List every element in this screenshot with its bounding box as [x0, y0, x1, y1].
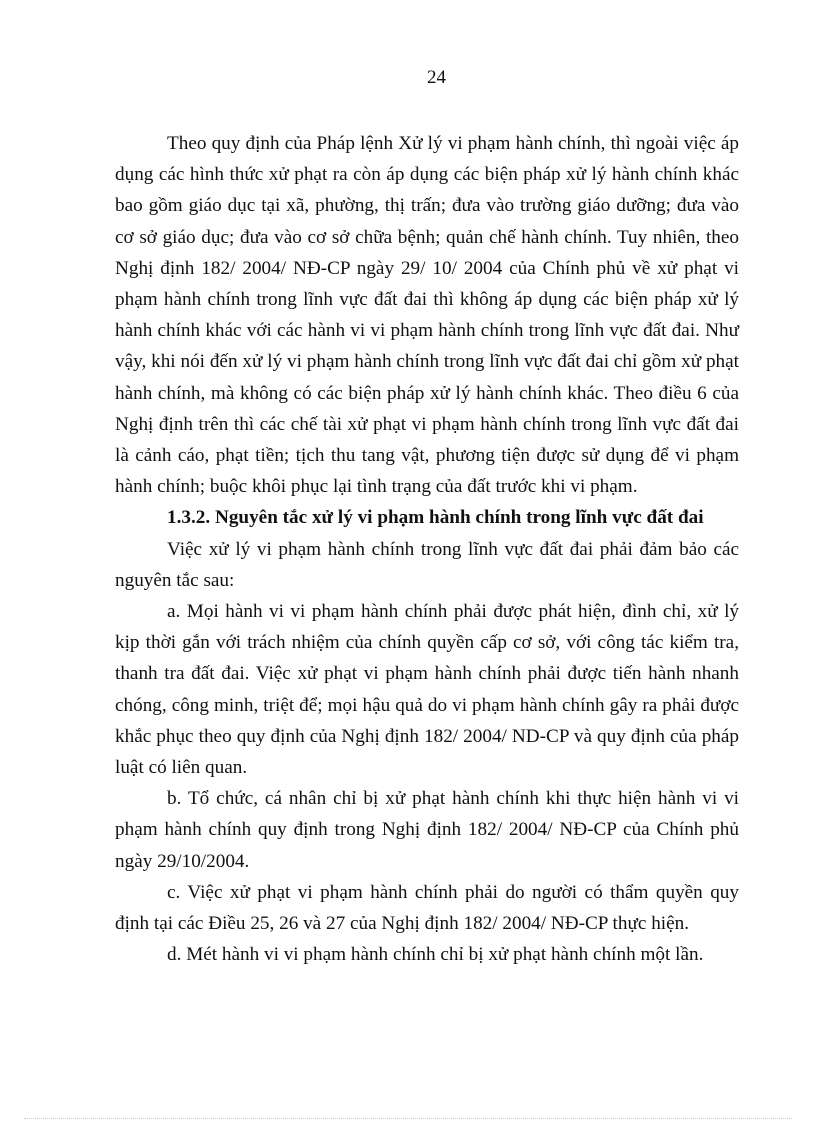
paragraph-principles-intro: Việc xử lý vi phạm hành chính trong lĩnh vực đất đai phải đảm bảo các nguyên tắc sau:: [115, 538, 739, 591]
section-heading-1-3-2: 1.3.2. Nguyên tắc xử lý vi phạm hành chính trong lĩnh vực đất đai: [167, 507, 704, 529]
paragraph-sanctions-overview: Theo quy định của Pháp lệnh Xử lý vi phạm hành chính, thì ngoài việc áp dụng các hình thức xử phạt ra còn áp dụng các biện pháp xử lý hành chính khác bao gồm giáo dục tại xã, phường, thị trấn; đưa vào trường giáo dưỡng; đưa vào cơ sở giáo dục; đưa vào cơ sở chữa bệnh; quản chế hành chính. Tuy nhiên, theo Nghị định 182/ 2004/ NĐ-CP ngày 29/ 10/ 2004 của Chính phủ về xử phạt vi phạm hành chính trong lĩnh vực đất đai thì không áp dụng các biện pháp xử lý hành chính khác với các hành vi vi phạm hành chính trong lĩnh vực đất đai. Như vậy, khi nói đến xử lý vi phạm hành chính trong lĩnh vực đất đai chỉ gồm xử phạt hành chính, mà không có các biện pháp xử lý hành chính khác. Theo điều 6 của Nghị định trên thì các chế tài xử phạt vi phạm hành chính trong lĩnh vực đất đai là cảnh cáo, phạt tiền; tịch thu tang vật, phương tiện được sử dụng để vi phạm hành chính; buộc khôi phục lại tình trạng của đất trước khi vi phạm.: [115, 133, 739, 498]
document-body: [115, 128, 739, 970]
page-bottom-divider: [24, 1118, 792, 1119]
principle-a: a. Mọi hành vi vi phạm hành chính phải được phát hiện, đình chỉ, xử lý kịp thời gắn với trách nhiệm của chính quyền cấp cơ sở, với công tác kiểm tra, thanh tra đất đai. Việc xử phạt vi phạm hành chính phải được tiến hành nhanh chóng, công minh, triệt để; mọi hậu quả do vi phạm hành chính gây ra phải được khắc phục theo quy định của Nghị định 182/ 2004/ ND-CP và quy định của pháp luật có liên quan.: [115, 601, 739, 779]
principle-c: c. Việc xử phạt vi phạm hành chính phải do người có thẩm quyền quy định tại các Điều 25, 26 và 27 của Nghị định 182/ 2004/ NĐ-CP thực hiện.: [115, 881, 739, 935]
principle-b: b. Tổ chức, cá nhân chỉ bị xử phạt hành chính khi thực hiện hành vi vi phạm hành chính quy định trong Nghị định 182/ 2004/ NĐ-CP của Chính phủ ngày 29/10/2004.: [115, 788, 739, 872]
page-number: 24: [427, 67, 446, 88]
principle-d: d. Mét hành vi vi phạm hành chính chỉ bị xử phạt hành chính một lần.: [167, 944, 704, 966]
